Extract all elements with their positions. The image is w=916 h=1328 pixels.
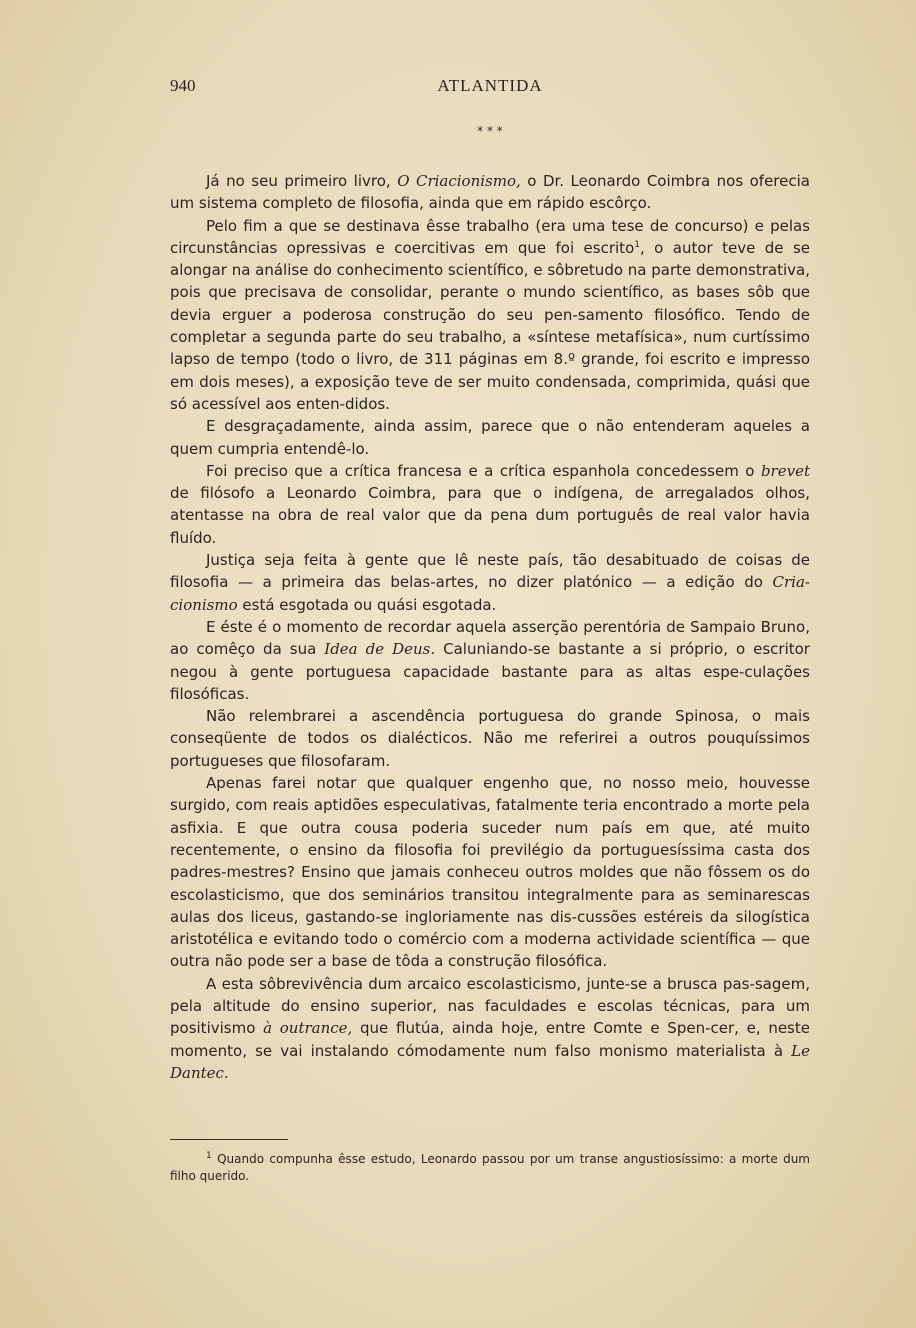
paragraph-text: que flutúa, ainda hoje, entre Comte e Spen-cer, e, neste momento, se vai instalando cómodamente num falso monismo materialista à	[170, 1019, 810, 1060]
paragraph-text: de filósofo a Leonardo Coimbra, para que o indígena, de arregalados olhos, atentasse na obra de real valor que da pena dum português de real valor havia fluído.	[170, 484, 810, 547]
body-paragraph	[170, 616, 810, 705]
paragraph-text: Apenas farei notar que qualquer engenho que, no nosso meio, houvesse surgido, com reais aptidões especulativas, fatalmente teria encontrado a morte pela asfixia. E que outra cousa poderia suceder num país em que, até muito recentemente, o ensino da filosofia foi previlégio da portuguesíssima casta dos padres-mestres? Ensino que jamais conheceu outros moldes que não fôssem os do escolasticismo, que dos seminários transitou integralmente para as seminarescas aulas dos liceus, gastando-se ingloriamente nas dis-cussões estéreis da silogística aristotélica e evitando todo o comércio com a moderna actividade scientífica — que outra não pode ser a base de tôda a construção filosófica.	[170, 774, 810, 971]
paragraph-text: Não relembrarei a ascendência portuguesa do grande Spinosa, o mais conseqüente de todos os dialécticos. Não me referirei a outros pouquíssimos portugueses que filosofaram.	[170, 707, 810, 770]
paragraph-text: o Dr. Leonardo Coimbra nos oferecia um sistema completo de filosofia, ainda que em rápido escôrço.	[170, 172, 810, 213]
paragraph-text: E desgraçadamente, ainda assim, parece que o não entenderam aqueles a quem cumpria entendê-lo.	[170, 417, 810, 458]
paragraph-text: Justiça seja feita à gente que lê neste país, tão desabituado de coisas de filosofia — a primeira das belas-artes, no dizer platónico — a edição do	[170, 551, 810, 592]
body-paragraph	[170, 549, 810, 616]
paragraph-text: Já no seu primeiro livro,	[206, 172, 391, 190]
section-asterism: * * *	[477, 124, 503, 138]
footnote-text: Quando compunha êsse estudo, Leonardo passou por um transe angustiosíssimo: a morte dum filho querido.	[170, 1152, 810, 1183]
italic-text: à outrance,	[263, 1019, 353, 1038]
body-paragraph	[170, 460, 810, 549]
italic-text: Cria-cionismo	[170, 573, 810, 614]
body-paragraph	[170, 772, 810, 973]
body-paragraph	[170, 170, 810, 215]
italic-text: Idea de Deus.	[324, 640, 436, 659]
italic-text: Le Dantec.	[170, 1041, 810, 1082]
paragraph-text: E éste é o momento de recordar aquela asserção perentória de Sampaio Bruno, ao comêço da sua	[170, 617, 810, 659]
paragraph-text: Foi preciso que a crítica francesa e a crítica espanhola concedessem o	[206, 461, 755, 480]
footnote-paragraph	[170, 1151, 810, 1185]
body-paragraph	[170, 973, 810, 1084]
footnote-marker: 1	[206, 1151, 212, 1161]
italic-text: brevet	[760, 461, 810, 480]
paragraph-text: Caluniando-se bastante a si próprio, o escritor negou à gente portuguesa capacidade bastante para as altas espe-culações filosóficas.	[170, 640, 810, 703]
page-header	[170, 76, 810, 102]
page-number: 940	[170, 76, 196, 95]
footnote-rule	[170, 1139, 288, 1140]
footnote-reference: 1	[634, 239, 640, 250]
body-paragraph	[170, 705, 810, 772]
footnote	[170, 1151, 810, 1185]
body-paragraph	[170, 415, 810, 460]
paragraph-text: A esta sôbrevivência dum arcaico escolasticismo, junte-se a brusca pas-sagem, pela altitude do ensino superior, nas faculdades e escolas técnicas, para um positivismo	[170, 974, 810, 1038]
paragraph-text: Pelo fim a que se destinava êsse trabalho (era uma tese de concurso) e pelas circunstâncias opressivas e coercitivas em que foi escrito	[170, 216, 810, 257]
body-paragraph	[170, 215, 810, 416]
paragraph-text: está esgotada ou quási esgotada.	[242, 595, 497, 614]
paragraph-text: , o autor teve de se alongar na análise do conhecimento scientífico, e sôbretudo na parte demonstrativa, pois que precisava de consolidar, perante o mundo scientífico, as bases sôb que devia erguer a poderosa construção do seu pen-samento filosófico. Tendo de completar a segunda parte do seu trabalho, a «síntese metafísica», num curtíssimo lapso de tempo (todo o livro, de 311 páginas em 8.º grande, foi escrito e impresso em dois meses), a exposição teve de ser muito condensada, comprimida, quási que só acessível aos enten-didos.	[170, 238, 811, 413]
body-text	[170, 170, 810, 1084]
running-title: ATLANTIDA	[437, 76, 543, 95]
italic-text: O Criacionismo,	[397, 172, 521, 190]
